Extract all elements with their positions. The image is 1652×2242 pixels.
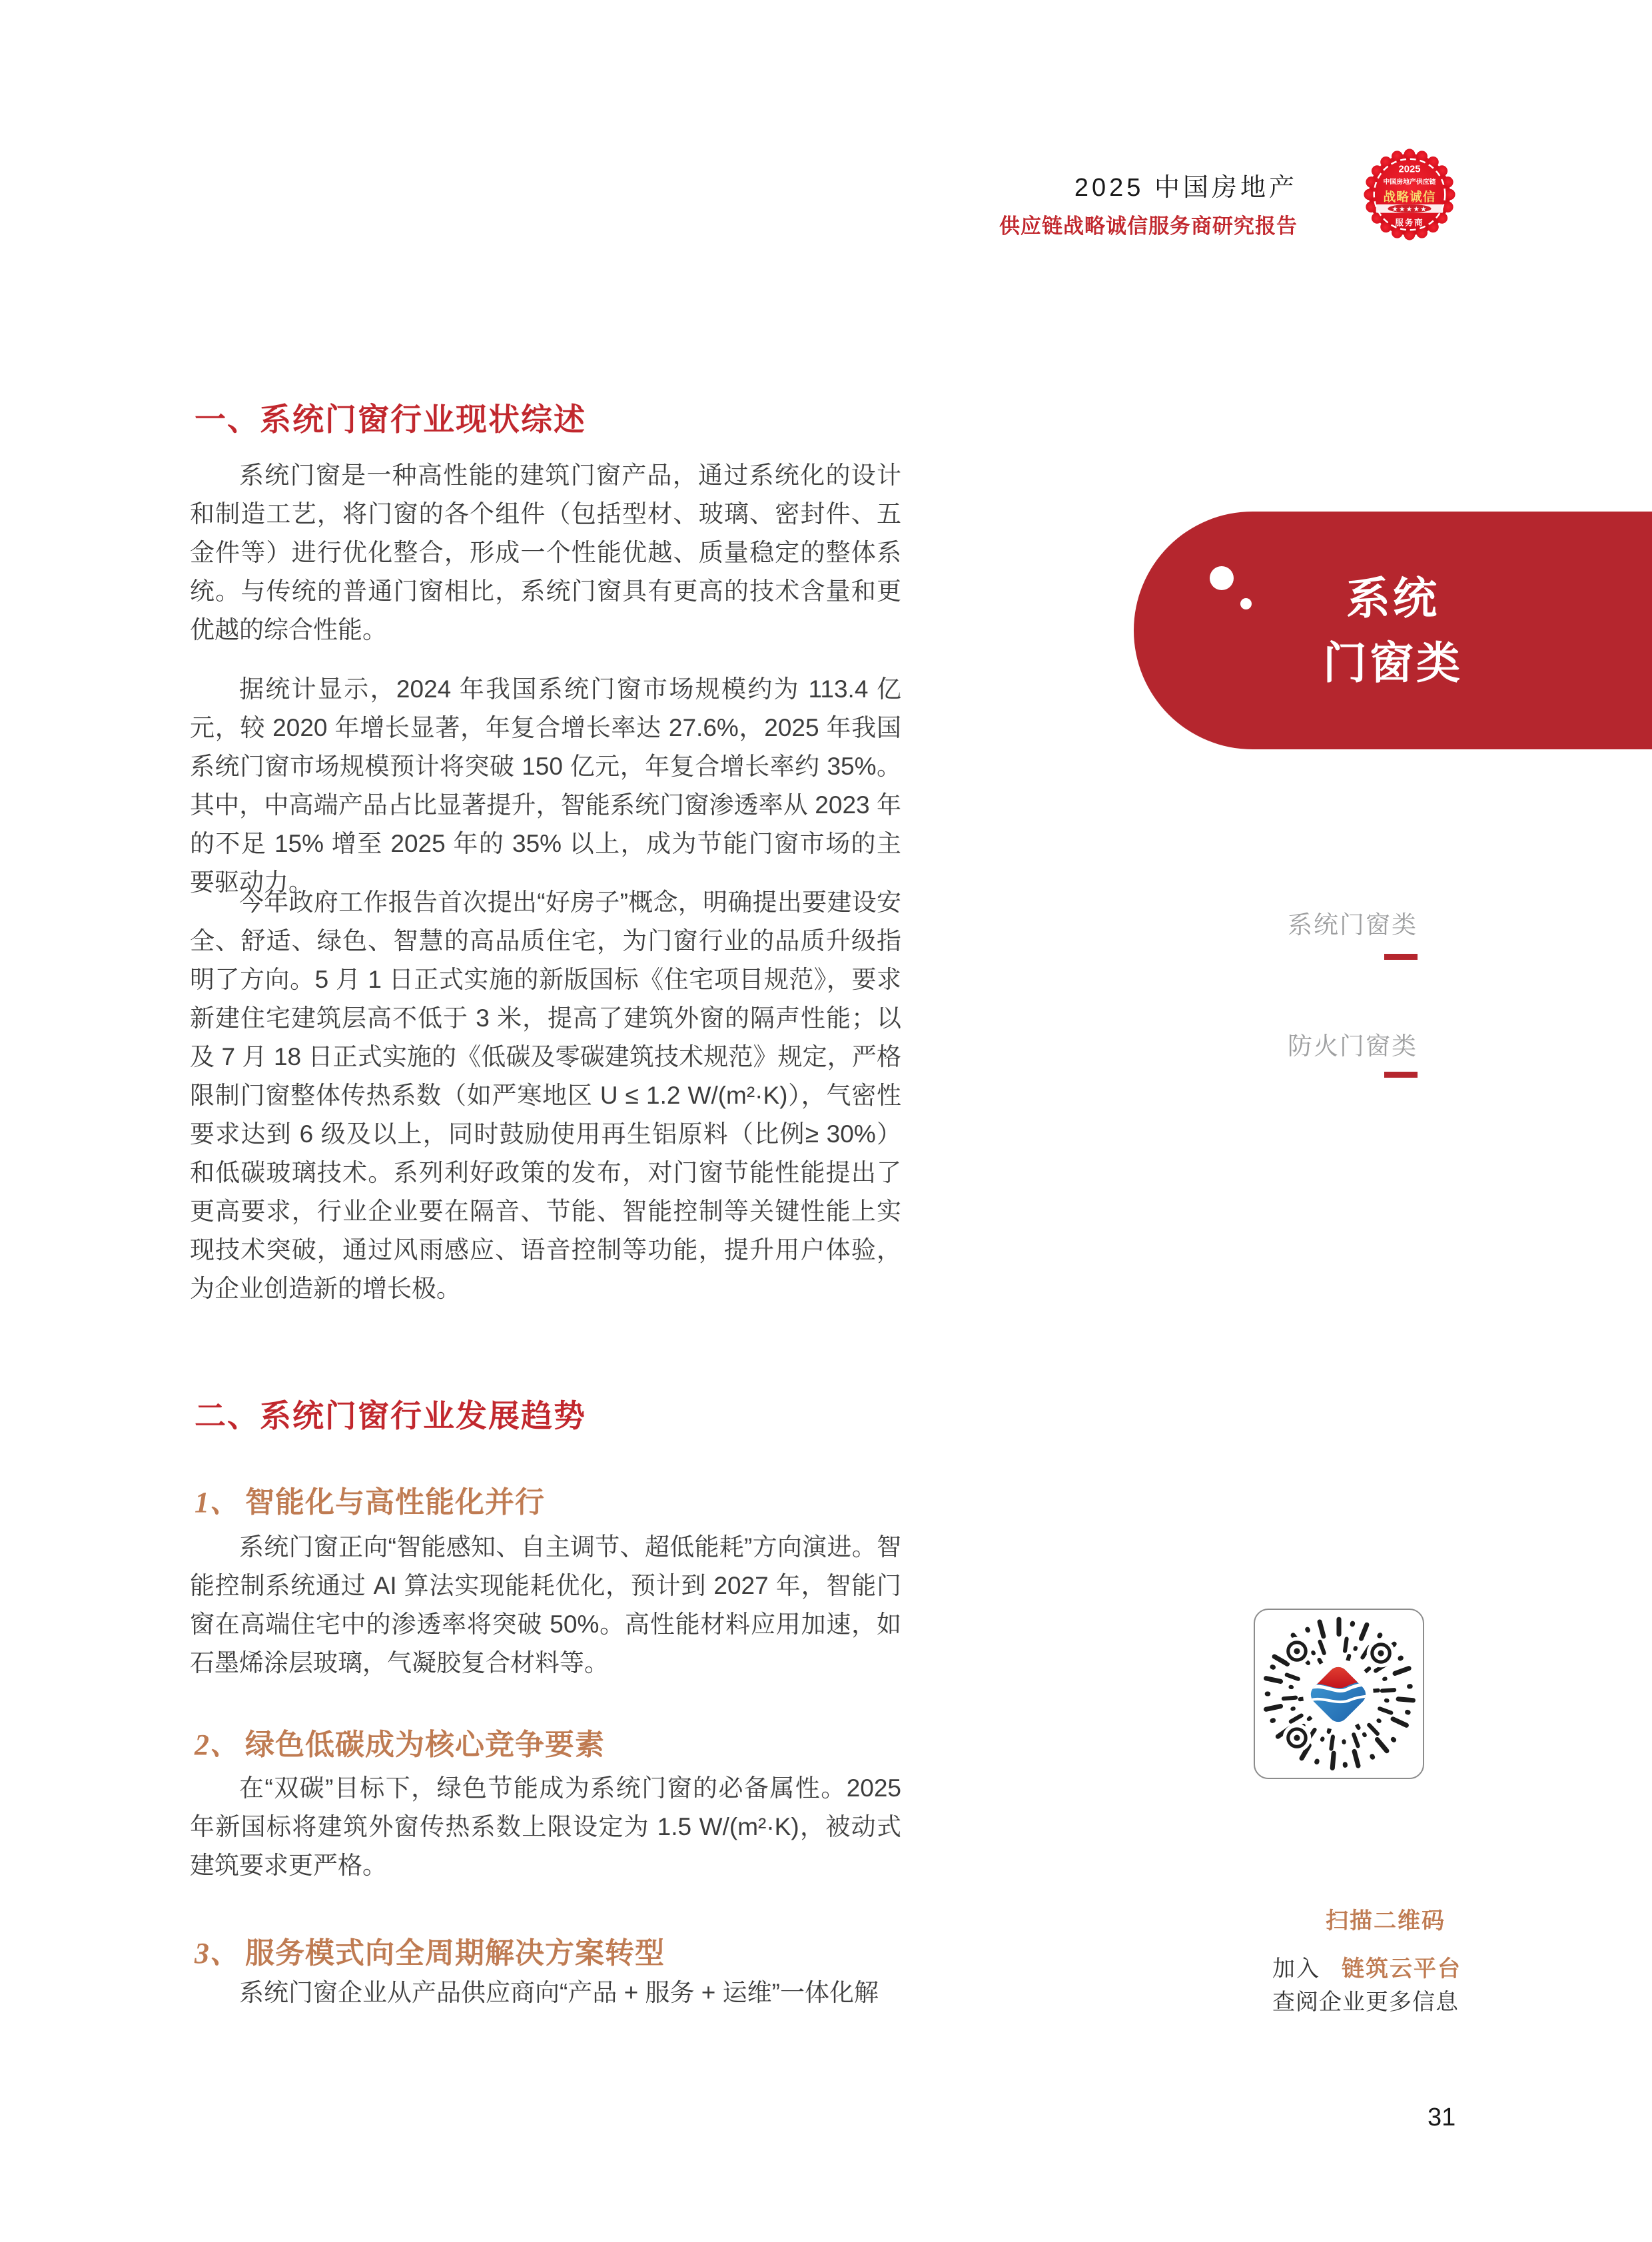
- sidebar-item-system-windows-marker: [1384, 954, 1418, 960]
- platform-name-label: 链筑云平台: [1342, 1956, 1461, 1982]
- badge-main-label: 战略诚信: [1383, 189, 1436, 204]
- report-title-line2: 供应链战略诚信服务商研究报告: [999, 214, 1298, 238]
- section-1-heading: 一、系统门窗行业现状综述: [195, 402, 586, 437]
- section-1-paragraph-1: 系统门窗是一种高性能的建筑门窗产品，通过系统化的设计和制造工艺，将门窗的各个组件（包括型材、玻璃、密封件、五金件等）进行优化整合，形成一个性能优越、质量稳定的整体系统。与传统的普通门窗相比，系统门窗具有更高的技术含量和更优越的综合性能。: [190, 462, 901, 643]
- category-banner-line1: 系统: [1346, 573, 1440, 623]
- badge-stars: ★★★★★: [1392, 205, 1428, 214]
- category-banner-line2: 门窗类: [1323, 637, 1463, 687]
- report-title-line1: 2025 中国房地产: [1074, 174, 1298, 202]
- subsection-1-paragraph: 系统门窗正向“智能感知、自主调节、超低能耗”方向演进。智能控制系统通过 AI 算法实现能耗优化，预计到 2027 年，智能门窗在高端住宅中的渗透率将突破 50%。高性能材料应用加速，如石墨烯涂层玻璃，气凝胶复合材料等。: [190, 1533, 901, 1677]
- subsection-3-title: 服务模式向全周期解决方案转型: [245, 1937, 665, 1970]
- sidebar-item-fire-windows-marker: [1384, 1072, 1418, 1078]
- award-seal-icon: [1360, 145, 1459, 244]
- qr-code: [1254, 1609, 1424, 1779]
- subsection-2-paragraph: 在“双碳”目标下，绿色节能成为系统门窗的必备属性。2025 年新国标将建筑外窗传热系数上限设定为 1.5 W/(m²·K)，被动式建筑要求更严格。: [190, 1774, 901, 1879]
- sidebar-item-system-windows: 系统门窗类: [1288, 911, 1418, 938]
- badge-org: 中国房地产供应链: [1383, 179, 1436, 187]
- subsection-2-title: 绿色低碳成为核心竞争要素: [245, 1728, 605, 1761]
- join-prefix-label: 加入: [1272, 1956, 1320, 1982]
- section-1-paragraph-2: 据统计显示，2024 年我国系统门窗市场规模约为 113.4 亿元，较 2020 年增长显著，年复合增长率达 27.6%，2025 年我国系统门窗市场规模预计将突破 150 亿元，年复合增长率约 35%。其中，中高端产品占比显著提升，智能系统门窗渗透率从 2023 年的不足 15% 增至 2025 年的 35% 以上，成为节能门窗市场的主要驱动力。: [190, 675, 901, 896]
- subsection-3-heading: [195, 1929, 665, 1972]
- subsection-3-paragraph: 系统门窗企业从产品供应商向“产品 + 服务 + 运维”一体化解: [239, 1979, 879, 2006]
- section-1-paragraph-3: 今年政府工作报告首次提出“好房子”概念，明确提出要建设安全、舒适、绿色、智慧的高品质住宅，为门窗行业的品质升级指明了方向。5 月 1 日正式实施的新版国标《住宅项目规范》，要求新建住宅建筑层高不低于 3 米，提高了建筑外窗的隔声性能；以及 7 月 18 日正式实施的《低碳及零碳建筑技术规范》规定，严格限制门窗整体传热系数（如严寒地区 U ≤ 1.2 W/(m²·K)），气密性要求达到 6 级及以上，同时鼓励使用再生铝原料（比例≥ 30%）和低碳玻璃技术。系列利好政策的发布，对门窗节能性能提出了更高要求，行业企业要在隔音、节能、智能控制等关键性能上实现技术突破，通过风雨感应、语音控制等功能，提升用户体验，为企业创造新的增长极。: [190, 889, 901, 1302]
- qr-code-icon: [1258, 1613, 1420, 1775]
- subsection-3-number: 3、: [195, 1937, 240, 1970]
- subsection-2-heading: [195, 1720, 605, 1763]
- subsection-1-title: 智能化与高性能化并行: [245, 1486, 545, 1519]
- join-platform-line: [1272, 1950, 1461, 1983]
- category-banner: [1134, 512, 1652, 749]
- subsection-2-number: 2、: [195, 1728, 240, 1761]
- category-banner-label: [1134, 512, 1652, 749]
- platform-description-label: 查阅企业更多信息: [1272, 1990, 1459, 2015]
- badge-year: 2025: [1398, 164, 1421, 175]
- page-number: 31: [1428, 2103, 1456, 2131]
- subsection-1-number: 1、: [195, 1486, 240, 1519]
- scan-qr-label: 扫描二维码: [1326, 1908, 1446, 1934]
- subsection-1-heading: [195, 1478, 545, 1521]
- sidebar-item-fire-windows: 防火门窗类: [1288, 1032, 1418, 1060]
- badge-role: 服务商: [1395, 218, 1424, 228]
- section-2-heading: 二、系统门窗行业发展趋势: [195, 1398, 586, 1433]
